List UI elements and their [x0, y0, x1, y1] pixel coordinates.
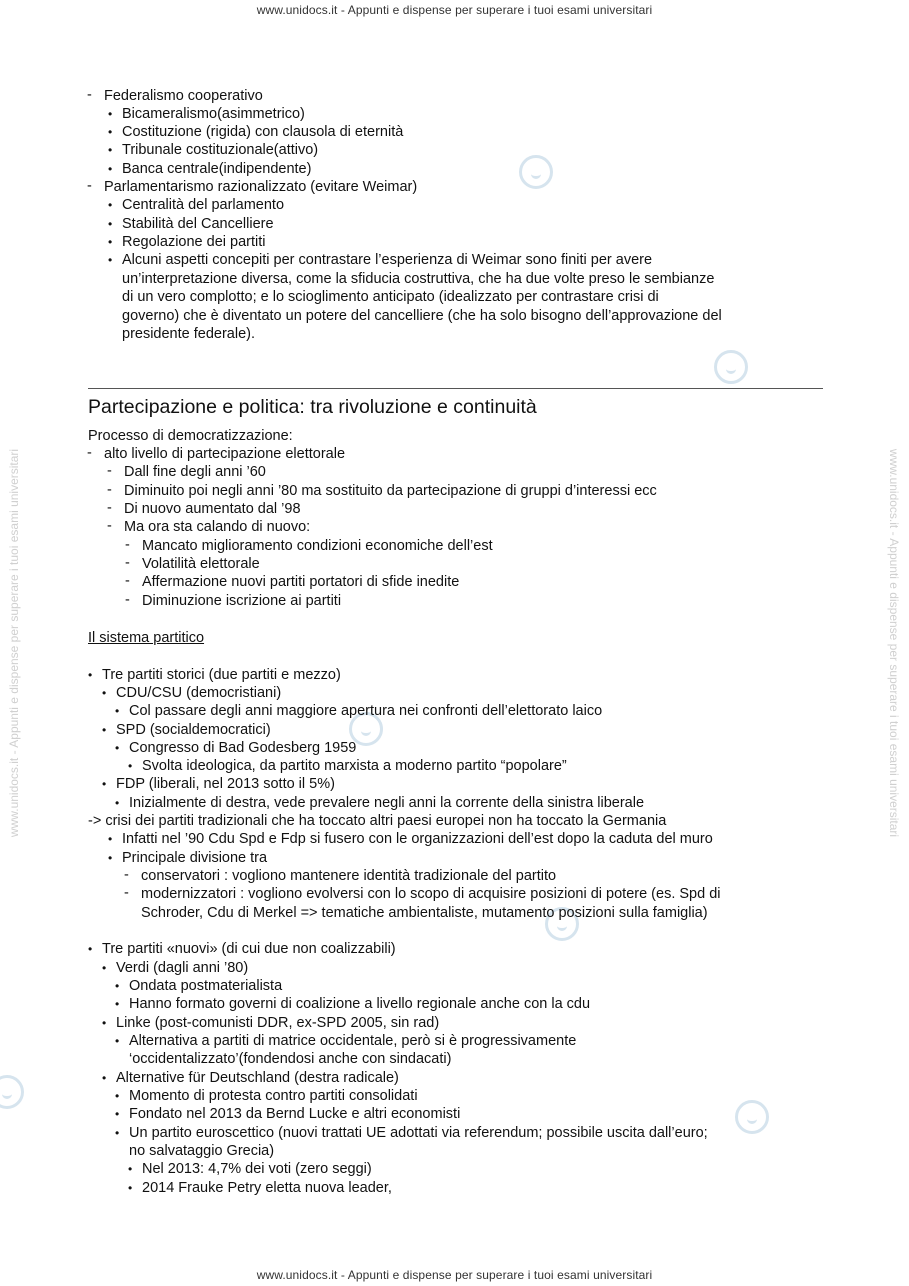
watermark-top: www.unidocs.it - Appunti e dispense per superare i tuoi esami universitari	[256, 3, 653, 17]
list-item: • Stabilità del Cancelliere	[122, 215, 274, 233]
section-heading: Partecipazione e politica: tra rivoluzione e continuità	[88, 396, 537, 418]
list-item: • Un partito euroscettico (nuovi trattati UE adottati via referendum; possibile uscita dall’euro;	[129, 1124, 708, 1142]
list-item: • Alternative für Deutschland (destra radicale)	[116, 1069, 399, 1087]
list-item: • Bicameralismo(asimmetrico)	[122, 105, 305, 123]
list-item: - Federalismo cooperativo	[104, 87, 263, 105]
unidocs-logo-icon	[0, 1075, 24, 1109]
list-item: - Diminuito poi negli anni ’80 ma sostituito da partecipazione di gruppi d’interessi ecc	[124, 482, 657, 500]
list-item: • Principale divisione tra	[122, 849, 267, 867]
list-item: • Banca centrale(indipendente)	[122, 160, 311, 178]
paragraph-line: Processo di democratizzazione:	[88, 428, 293, 444]
list-item: • Costituzione (rigida) con clausola di eternità	[122, 123, 403, 141]
list-item: • Tre partiti storici (due partiti e mezzo)	[102, 666, 341, 684]
list-item: - modernizzatori : vogliono evolversi con lo scopo di acquisire posizioni di potere (es. Spd di	[141, 885, 721, 903]
list-item: • Ondata postmaterialista	[129, 977, 282, 995]
list-item: • Inizialmente di destra, vede prevalere negli anni la corrente della sinistra liberale	[129, 794, 644, 812]
list-item: - Diminuzione iscrizione ai partiti	[142, 592, 341, 610]
paragraph-line: un’interpretazione diversa, come la sfiducia costruttiva, che ha due volte preso le sembianze	[122, 271, 715, 287]
list-item: • Alternativa a partiti di matrice occidentale, però si è progressivamente	[129, 1032, 576, 1050]
list-item: • SPD (socialdemocratici)	[116, 721, 271, 739]
list-item: • Linke (post-comunisti DDR, ex-SPD 2005, sin rad)	[116, 1014, 439, 1032]
list-item: - Di nuovo aumentato dal ’98	[124, 500, 301, 518]
list-item: • Regolazione dei partiti	[122, 233, 265, 251]
list-item: • Infatti nel ’90 Cdu Spd e Fdp si fusero con le organizzazioni dell’est dopo la caduta del muro	[122, 830, 713, 848]
list-item: • FDP (liberali, nel 2013 sotto il 5%)	[116, 775, 335, 793]
list-item: • Col passare degli anni maggiore apertura nei confronti dell’elettorato laico	[129, 702, 602, 720]
paragraph-line: ‘occidentalizzato’(fondendosi anche con sindacati)	[129, 1051, 452, 1067]
paragraph-line: no salvataggio Grecia)	[129, 1143, 275, 1159]
list-item: • Svolta ideologica, da partito marxista a moderno partito “popolare”	[142, 757, 567, 775]
list-item: • Momento di protesta contro partiti consolidati	[129, 1087, 418, 1105]
list-item: • Centralità del parlamento	[122, 196, 284, 214]
paragraph-line: governo) che è diventato un potere del cancelliere (che ha solo bisogno dell’approvazione del	[122, 308, 722, 324]
watermark-right: www.unidocs.it - Appunti e dispense per superare i tuoi esami universitari	[887, 448, 901, 838]
list-item: - Mancato miglioramento condizioni economiche dell’est	[142, 537, 493, 555]
list-item: • Hanno formato governi di coalizione a livello regionale anche con la cdu	[129, 995, 590, 1013]
list-item: • Fondato nel 2013 da Bernd Lucke e altri economisti	[129, 1105, 460, 1123]
list-item: • Alcuni aspetti concepiti per contrastare l’esperienza di Weimar sono finiti per avere	[122, 251, 652, 269]
unidocs-logo-icon	[519, 155, 553, 189]
list-item: • Verdi (dagli anni ’80)	[116, 959, 248, 977]
list-item: - conservatori : vogliono mantenere identità tradizionale del partito	[141, 867, 556, 885]
paragraph-line: di un vero complotto; e lo scioglimento anticipato (idealizzato per contrastare crisi di	[122, 289, 659, 305]
list-item: • Congresso di Bad Godesberg 1959	[129, 739, 356, 757]
unidocs-logo-icon	[714, 350, 748, 384]
paragraph-line: Schroder, Cdu di Merkel => tematiche ambientaliste, mutamento posizioni sulla famiglia)	[141, 905, 708, 921]
list-item: - Affermazione nuovi partiti portatori di sfide inedite	[142, 573, 459, 591]
list-item: • CDU/CSU (democristiani)	[116, 684, 281, 702]
paragraph-line: -> crisi dei partiti tradizionali che ha toccato altri paesi europei non ha toccato la Germania	[88, 813, 667, 829]
subsection-heading: Il sistema partitico	[88, 630, 205, 646]
list-item: • Nel 2013: 4,7% dei voti (zero seggi)	[142, 1160, 372, 1178]
unidocs-logo-icon	[735, 1100, 769, 1134]
list-item: - Parlamentarismo razionalizzato (evitare Weimar)	[104, 178, 417, 196]
list-item: • 2014 Frauke Petry eletta nuova leader,	[142, 1179, 392, 1197]
list-item: • Tribunale costituzionale(attivo)	[122, 141, 318, 159]
section-divider	[88, 388, 823, 389]
list-item: - Ma ora sta calando di nuovo:	[124, 518, 310, 536]
watermark-left: www.unidocs.it - Appunti e dispense per superare i tuoi esami universitari	[7, 448, 21, 838]
list-item: - Dall fine degli anni ’60	[124, 463, 266, 481]
list-item: • Tre partiti «nuovi» (di cui due non coalizzabili)	[102, 940, 396, 958]
list-item: - alto livello di partecipazione elettorale	[104, 445, 345, 463]
list-item: - Volatilità elettorale	[142, 555, 260, 573]
paragraph-line: presidente federale).	[122, 326, 255, 342]
watermark-bottom: www.unidocs.it - Appunti e dispense per superare i tuoi esami universitari	[256, 1268, 653, 1282]
